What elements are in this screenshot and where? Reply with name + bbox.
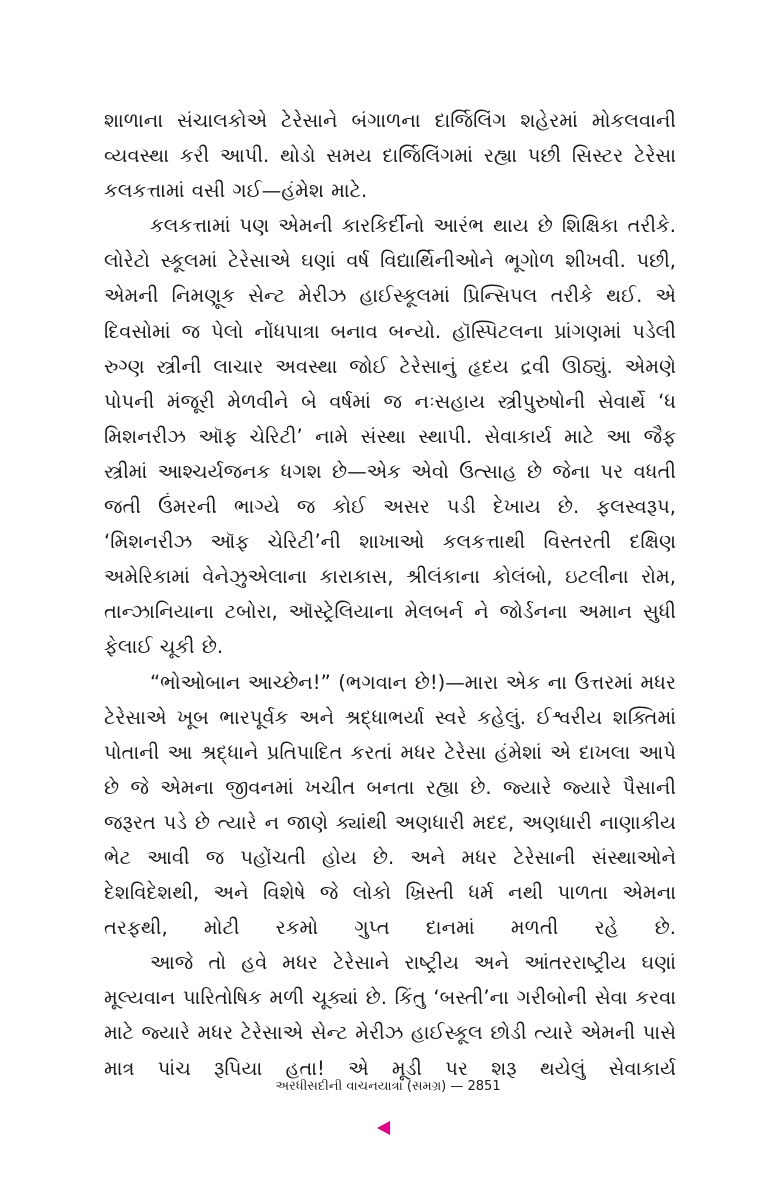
paragraph-3: “ભોઓબાન આચ્છેન!” (ભગવાન છે!)—મારા એક ના ઉત્તરમાં મધર ટેરેસાએ ખૂબ ભારપૂર્વક અને શ્રદ્ધાભર્યા સ્વરે કહેલું. ઈશ્વરીય શક્તિમાં પોતાની આ શ્રદ્ધાને પ્રતિપાદિત કરતાં મધર ટેરેસા હંમેશાં એ દાખલા આપે છે જે એમના જીવનમાં ખચીત બનતા રહ્યા છે. જ્યારે જ્યારે પૈસાની જરૂરત પડે છે ત્યારે ન જાણે ક્યાંથી અણધારી મદદ, અણધારી નાણાકીય ભેટ આવી જ પહોંચતી હોય છે. અને મધર ટેરેસાની સંસ્થાઓને દેશવિદેશથી, અને વિશેષે જે લોકો ખ્રિસ્તી ધર્મ નથી પાળતા એમના તરફથી, મોટી રકમો ગુપ્ત દાનમાં મળતી રહે છે. [104,670,676,940]
previous-page-icon[interactable] [377,1121,390,1135]
page-footer: અરધીસદીની વાચનયાત્રા (સમગ્ર) — 2851 [275,1079,501,1094]
paragraph-2: કલકત્તામાં પણ એમની કારકિર્દીનો આરંભ થાય છે શિક્ષિકા તરીકે. લોરેટો સ્કૂલમાં ટેરેસાએ ઘણાં વર્ષ વિદ્યાર્થિનીઓને ભૂગોળ શીખવી. પછી, એમની નિમણૂક સેન્ટ મેરીઝ હાઈસ્કૂલમાં પ્રિન્સિપલ તરીકે થઈ. એ દિવસોમાં જ પેલો નોંધપાત્રા બનાવ બન્યો. હૉસ્પિટલના પ્રાંગણમાં પડેલી રુગ્ણ સ્ત્રીની લાચાર અવસ્થા જોઈ ટેરેસાનું હૃદય દ્રવી ઊઠ્યું. એમણે પોપની મંજૂરી મેળવીને બે વર્ષમાં જ નઃસહાય સ્ત્રીપુરુષોની સેવાર્થે ‘ધ મિશનરીઝ ઑફ ચેરિટી’ નામે સંસ્થા સ્થાપી. સેવાકાર્ય માટે આ જૈફ સ્ત્રીમાં આશ્ચર્યજનક ધગશ છે—એક એવો ઉત્સાહ છે જેના પર વધતી જતી ઉંમરની ભાગ્યે જ કોઈ અસર પડી દેખાય છે. ફલસ્વરૂપ, ‘મિશનરીઝ ઑફ ચેરિટી’ની શાખાઓ કલકત્તાથી વિસ્તરતી દક્ષિણ અમેરિકામાં વેનેઝુએલાના કારાકાસ, શ્રીલંકાના કોલંબો, ઇટલીના રોમ, તાન્ઝાનિયાના ટબોરા, ઑસ્ટ્રેલિયાના મેલબર્ન ને જોર્ડનના અમાન સુધી ફેલાઈ ચૂકી છે. [104,214,676,659]
paragraph-4: આજે તો હવે મધર ટેરેસાને રાષ્ટ્રીય અને આંતરરાષ્ટ્રીય ઘણાં મૂલ્યવાન પારિતોષિક મળી ચૂક્યાં છે. કિંતુ ‘બસ્તી’ના ગરીબોની સેવા કરવા માટે જ્યારે મધર ટેરેસાએ સેન્ટ મેરીઝ હાઈસ્કૂલ છોડી ત્યારે એમની પાસે માત્ર પાંચ રૂપિયા હતા! એ મૂડી પર શરૂ થયેલું સેવાકાર્ય [104,951,676,1080]
paragraph-1: શાળાના સંચાલકોએ ટેરેસાને બંગાળના દાર્જિલિંગ શહેરમાં મોકલવાની વ્યવસ્થા કરી આપી. થોડો સમય દાર્જિલિંગમાં રહ્યા પછી સિસ્ટર ટેરેસા કલકત્તામાં વસી ગઈ—હંમેશ માટે. [104,109,676,203]
body-text [104,103,676,1086]
